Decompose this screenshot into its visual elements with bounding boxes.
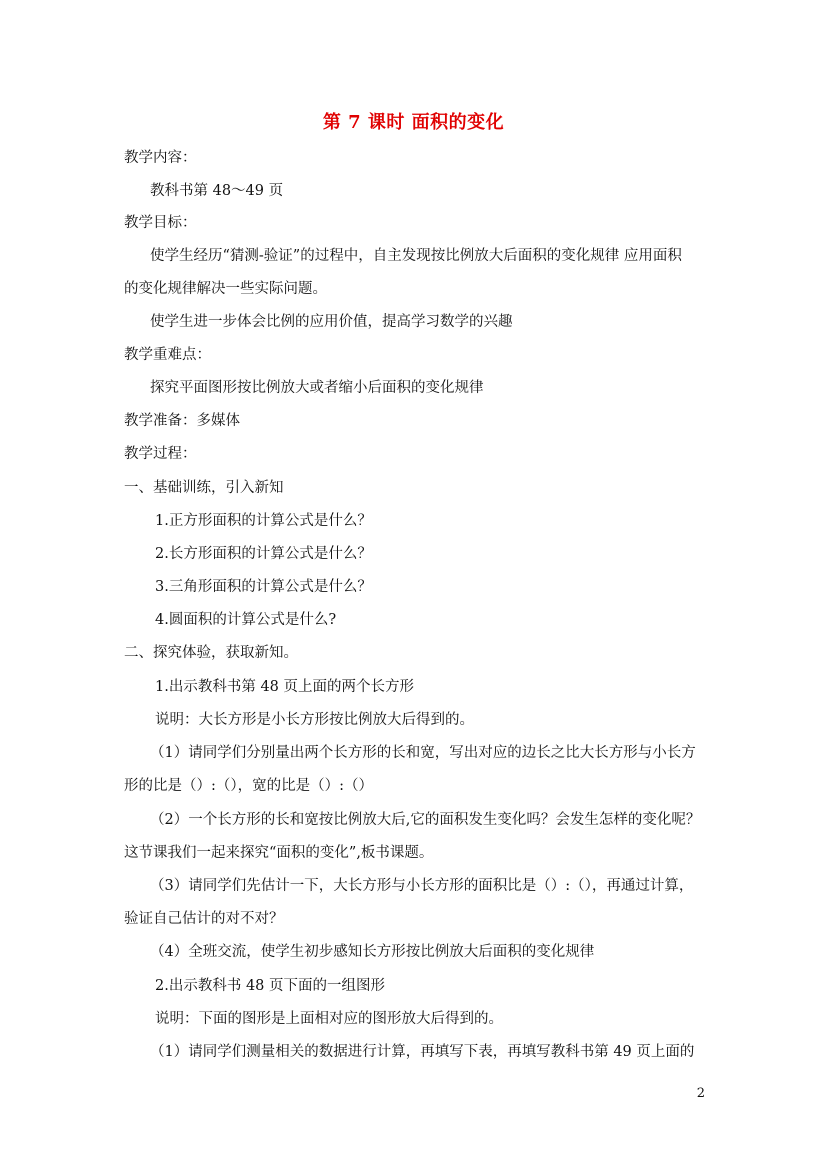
text-line: 2.长方形面积的计算公式是什么？: [155, 546, 372, 562]
text-line: （1）请同学们分别量出两个长方形的长和宽，写出对应的边长之比大长方形与小长方: [150, 745, 696, 761]
text-line: 3.三角形面积的计算公式是什么？: [155, 579, 372, 595]
page-number: 2: [696, 1086, 705, 1101]
text-line: 使学生进一步体会比例的应用价值，提高学习数学的兴趣: [150, 314, 513, 330]
text-line: 这节课我们一起来探究“面积的变化”,板书课题。: [124, 845, 434, 861]
text-line: 教学准备：多媒体: [124, 413, 240, 429]
section-heading: 二、探究体验，获取新知。: [124, 645, 298, 661]
text-line: 验证自己估计的对不对？: [124, 911, 284, 927]
text-line: （3）请同学们先估计一下，大长方形与小长方形的面积比是（）:（），再通过计算，: [150, 878, 694, 894]
text-line: 4.圆面积的计算公式是什么?: [155, 612, 337, 628]
text-line: 2.出示教科书 48 页下面的一组图形: [155, 978, 386, 994]
text-line: 说明：下面的图形是上面相对应的图形放大后得到的。: [155, 1011, 503, 1027]
text-line: （2）一个长方形的长和宽按比例放大后,它的面积发生变化吗？会发生怎样的变化呢？: [150, 812, 701, 828]
page-title: 第 7 课时 面积的变化: [322, 112, 505, 133]
text-line: 1.出示教科书第 48 页上面的两个长方形: [155, 679, 415, 695]
text-line: 教学过程：: [124, 446, 197, 462]
text-line: 形的比是（）:（），宽的比是（）:（）: [124, 778, 374, 794]
text-line: 教学重难点：: [124, 347, 211, 363]
text-line: 1.正方形面积的计算公式是什么？: [155, 513, 372, 529]
text-line: 教学内容：: [124, 150, 197, 166]
text-line: 使学生经历“猜测-验证”的过程中，自主发现按比例放大后面积的变化规律 应用面积: [150, 248, 682, 264]
text-line: 教学目标：: [124, 215, 197, 231]
text-line: 说明：大长方形是小长方形按比例放大后得到的。: [155, 712, 474, 728]
text-line: （4）全班交流，使学生初步感知长方形按比例放大后面积的变化规律: [150, 944, 595, 960]
section-heading: 一、基础训练，引入新知: [124, 480, 284, 496]
text-line: 探究平面图形按比例放大或者缩小后面积的变化规律: [150, 380, 484, 396]
text-line: （1）请同学们测量相关的数据进行计算，再填写下表，再填写教科书第 49 页上面的: [150, 1044, 695, 1060]
text-line: 教科书第 48～49 页: [150, 183, 284, 199]
text-line: 的变化规律解决一些实际问题。: [124, 281, 327, 297]
